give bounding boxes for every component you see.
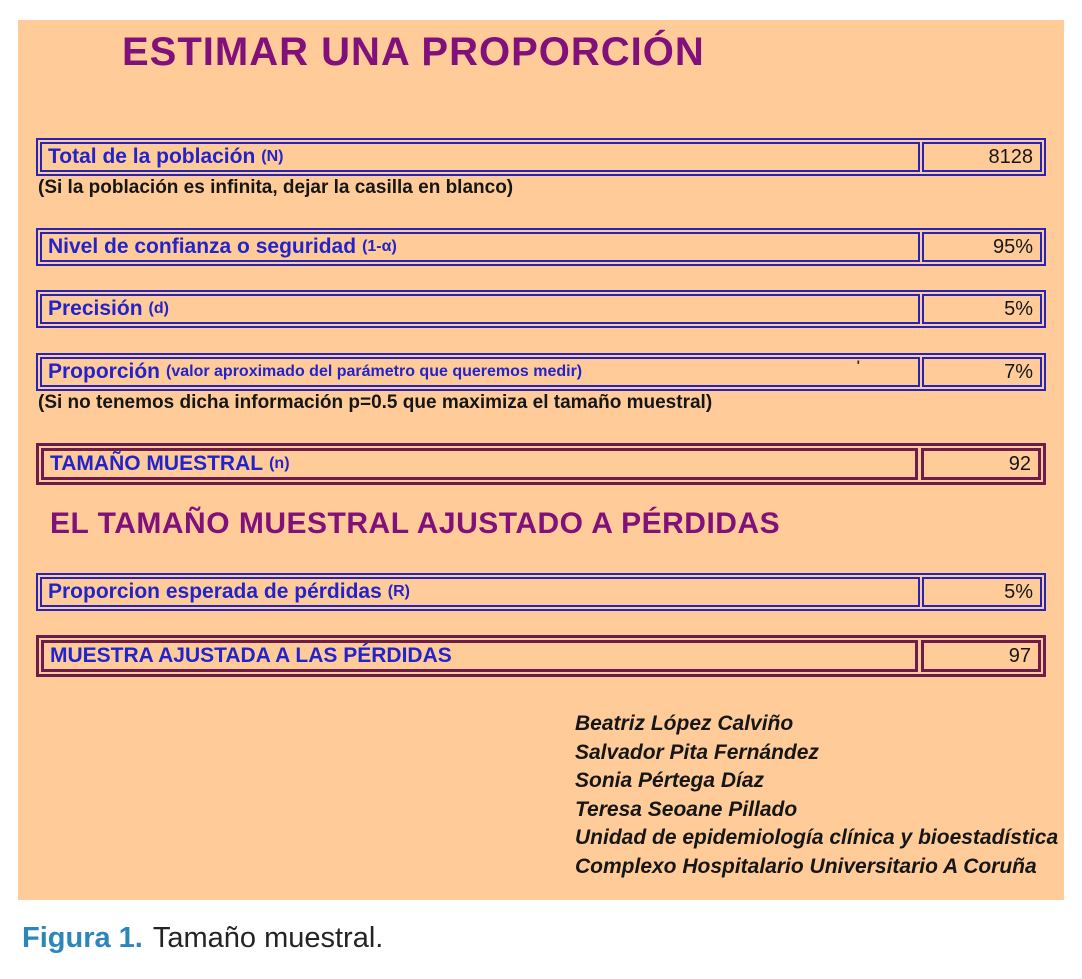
stray-apostrophe-mark: ' (856, 357, 860, 373)
result-label-muestra-ajustada (41, 640, 918, 672)
result-row-tamano-muestral (36, 443, 1046, 485)
result-row-muestra-ajustada (36, 635, 1046, 677)
field-label-proporcion-perdidas (40, 577, 920, 607)
figure-caption-text: Tamaño muestral. (152, 922, 384, 954)
cell-value: 7% (1004, 360, 1033, 383)
figure-caption (22, 922, 383, 955)
result-cell-tamano-muestral (921, 448, 1041, 480)
page-title: ESTIMAR UNA PROPORCIÓN (122, 30, 705, 74)
field-label-text: Precisión (48, 297, 143, 320)
credit-line: Unidad de epidemiología clínica y bioestadística (575, 826, 1059, 849)
input-cell-total-poblacion[interactable] (922, 142, 1042, 172)
credit-line: Complexo Hospitalario Universitario A Coruña (575, 854, 1037, 878)
credit-line: Sonia Pértega Díaz (575, 769, 765, 792)
field-label-symbol: (1-α) (362, 238, 397, 255)
result-cell-muestra-ajustada (921, 640, 1041, 672)
field-label-precision (40, 294, 920, 324)
field-label-text: Proporción (48, 360, 161, 383)
field-label-proporcion (40, 357, 920, 387)
field-label-symbol: (N) (261, 148, 284, 165)
field-row-proporcion-perdidas (36, 573, 1046, 611)
cell-value: 92 (1008, 452, 1031, 475)
hint-proporcion-desconocida: (Si no tenemos dicha información p=0.5 que maximiza el tamaño muestral) (38, 392, 713, 413)
hint-poblacion-infinita: (Si la población es infinita, dejar la casilla en blanco) (38, 177, 514, 198)
input-cell-precision[interactable] (922, 294, 1042, 324)
result-label-symbol: (n) (269, 455, 290, 472)
author-credits (575, 710, 1058, 881)
result-label-text: MUESTRA AJUSTADA A LAS PÉRDIDAS (50, 644, 452, 667)
cell-value: 5% (1004, 297, 1033, 320)
field-row-precision (36, 290, 1046, 328)
section-title-ajustado-perdidas: EL TAMAÑO MUESTRAL AJUSTADO A PÉRDIDAS (50, 507, 781, 540)
field-label-total-poblacion (40, 142, 920, 172)
field-label-nivel-confianza (40, 232, 920, 262)
field-label-text: Proporcion esperada de pérdidas (48, 580, 382, 603)
field-row-total-poblacion (36, 138, 1046, 176)
input-cell-proporcion[interactable] (922, 357, 1042, 387)
sample-size-calculator-panel (18, 20, 1064, 900)
credit-line: Beatriz López Calviño (575, 712, 794, 735)
input-cell-nivel-confianza[interactable] (922, 232, 1042, 262)
cell-value: 97 (1008, 644, 1031, 667)
credit-line: Salvador Pita Fernández (575, 740, 819, 764)
field-label-symbol: (d) (148, 300, 169, 317)
cell-value: 8128 (988, 145, 1033, 168)
field-label-text: Nivel de confianza o seguridad (48, 235, 357, 258)
input-cell-proporcion-perdidas[interactable] (922, 577, 1042, 607)
field-label-note: (valor aproximado del parámetro que queremos medir) (166, 363, 583, 380)
field-label-symbol: (R) (387, 583, 410, 600)
figure-caption-label: Figura 1. (22, 922, 143, 954)
field-row-nivel-confianza (36, 228, 1046, 266)
result-label-text: TAMAÑO MUESTRAL (50, 452, 264, 475)
result-label-tamano-muestral (41, 448, 918, 480)
cell-value: 95% (992, 235, 1033, 258)
field-label-text: Total de la población (48, 145, 256, 168)
cell-value: 5% (1004, 580, 1033, 603)
credit-line: Teresa Seoane Pillado (575, 797, 798, 821)
field-row-proporcion (36, 353, 1046, 391)
